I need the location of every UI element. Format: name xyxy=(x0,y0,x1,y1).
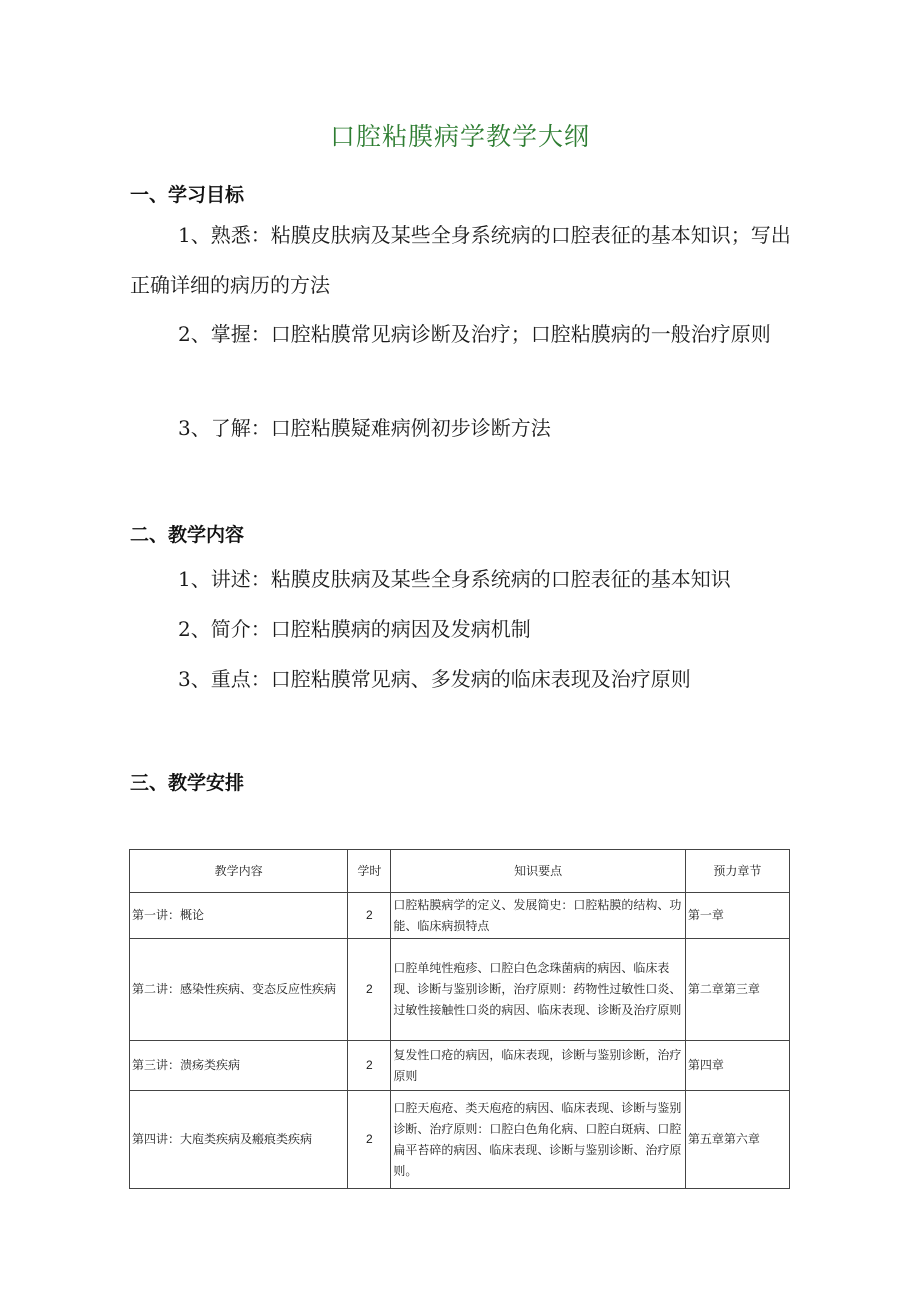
row-key-points: 口腔天庖疮、类天庖疮的病因、临床表现、诊断与鉴别诊断、治疗原则：口腔白色角化病、口腔白斑病、口腔扁平苔碎的病因、临床表现、诊断与鉴别诊断、治疗原则。 xyxy=(391,1091,685,1189)
content-item-2: 2、简介：口腔粘膜病的病因及发病机制 xyxy=(178,617,531,641)
table-row xyxy=(130,893,790,939)
row-key-points: 口腔粘膜病学的定义、发展简史：口腔粘膜的结构、功能、临床病损特点 xyxy=(391,893,685,939)
table-row xyxy=(130,1041,790,1091)
row-chapter: 第四章 xyxy=(685,1041,789,1091)
section-heading-goals: 一、学习目标 xyxy=(130,184,245,206)
row-hours: 2 xyxy=(348,1041,391,1091)
row-hours: 2 xyxy=(348,939,391,1041)
header-content: 教学内容 xyxy=(130,850,348,893)
row-chapter: 第二章第三章 xyxy=(685,939,789,1041)
goal-item-2: 2、掌握：口腔粘膜常见病诊断及治疗；口腔粘膜病的一般治疗原则 xyxy=(178,322,771,346)
row-hours: 2 xyxy=(348,1091,391,1189)
row-chapter: 第五章第六章 xyxy=(685,1091,789,1189)
row-key-points: 复发性口疮的病因，临床表现，诊断与鉴别诊断，治疗原则 xyxy=(391,1041,685,1091)
content-item-3: 3、重点：口腔粘膜常见病、多发病的临床表现及治疗原则 xyxy=(178,667,691,691)
content-item-1: 1、讲述：粘膜皮肤病及某些全身系统病的口腔表征的基本知识 xyxy=(178,567,731,591)
table-row xyxy=(130,939,790,1041)
row-lecture: 第三讲：溃疡类疾病 xyxy=(130,1041,348,1091)
goal-item-1: 1、熟悉：粘膜皮肤病及某些全身系统病的口腔表征的基本知识；写出正确详细的病历的方法 xyxy=(130,223,791,297)
row-lecture: 第四讲：大庖类疾病及瘢痕类疾病 xyxy=(130,1091,348,1189)
row-lecture: 第一讲：概论 xyxy=(130,893,348,939)
row-key-points: 口腔单纯性疱疹、口腔白色念珠菌病的病因、临床表现、诊断与鉴别诊断，治疗原则：药物性过敏性口炎、过敏性接触性口炎的病因、临床表现、诊断及治疗原则 xyxy=(391,939,685,1041)
header-chapters: 预力章节 xyxy=(685,850,789,893)
table-header-row xyxy=(130,850,790,893)
header-key-points: 知识要点 xyxy=(391,850,685,893)
row-lecture: 第二讲：感染性疾病、变态反应性疾病 xyxy=(130,939,348,1041)
section-heading-content: 二、教学内容 xyxy=(130,524,245,546)
goal-item-3: 3、了解：口腔粘膜疑难病例初步诊断方法 xyxy=(178,416,551,440)
row-hours: 2 xyxy=(348,893,391,939)
schedule-table xyxy=(129,849,790,1189)
header-hours: 学时 xyxy=(348,850,391,893)
row-chapter: 第一章 xyxy=(685,893,789,939)
table-row xyxy=(130,1091,790,1189)
document-title: 口腔粘膜病学教学大纲 xyxy=(329,122,590,151)
section-heading-schedule: 三、教学安排 xyxy=(130,772,245,794)
